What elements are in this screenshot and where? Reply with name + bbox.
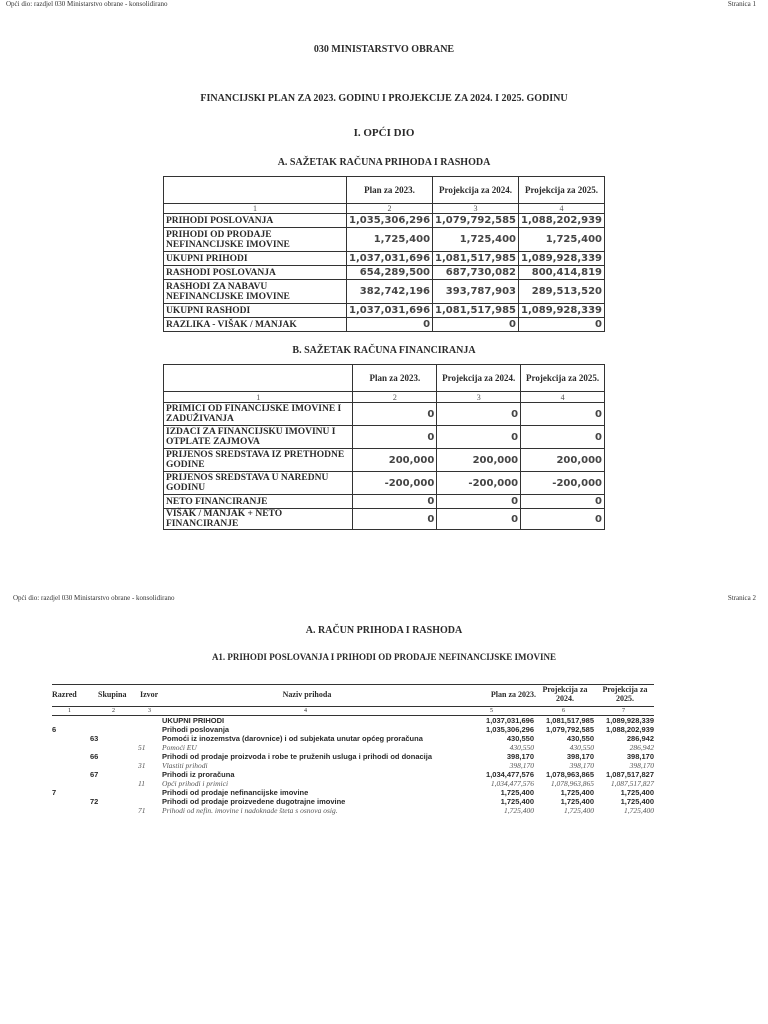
value-plan: 1,037,031,696 <box>347 252 433 266</box>
cell-skupina: 66 <box>90 752 99 761</box>
col-header-izvor: Izvor <box>140 690 159 699</box>
cell-v2: 1,088,202,939 <box>606 725 654 734</box>
empty-header-cell <box>164 177 347 204</box>
cell-v1: 398,170 <box>566 752 594 761</box>
plan-title: FINANCIJSKI PLAN ZA 2023. GODINU I PROJEKCIJE ZA 2024. I 2025. GODINU <box>200 93 568 104</box>
cell-v1: 1,725,400 <box>560 797 594 806</box>
col-index: 2 <box>112 708 115 714</box>
value-proj2024: 0 <box>437 495 521 509</box>
row-label: VIŠAK / MANJAK + NETO FINANCIRANJE <box>164 509 353 530</box>
cell-izvor: 71 <box>138 806 146 815</box>
value-proj2025: 0 <box>521 426 605 449</box>
table-row <box>52 752 656 761</box>
col-index: 5 <box>490 708 493 714</box>
col-index: 4 <box>521 392 605 403</box>
row-label: NETO FINANCIRANJE <box>164 495 353 509</box>
cell-naziv: Prihodi od prodaje proizvoda i robe te pruženih usluga i prihodi od donacija <box>162 752 433 761</box>
cell-v2: 1,725,400 <box>620 788 654 797</box>
table-a-title: A. SAŽETAK RAČUNA PRIHODA I RASHODA <box>277 157 491 168</box>
table-row <box>164 449 605 472</box>
col-header-plan: Plan za 2023. <box>347 177 433 204</box>
cell-naziv: Prihodi iz proračuna <box>162 770 235 779</box>
row-label: PRIJENOS SREDSTAVA IZ PRETHODNE GODINE <box>164 449 353 472</box>
table-row <box>164 472 605 495</box>
cell-v0: 1,725,400 <box>500 797 534 806</box>
cell-naziv: Prihodi poslovanja <box>162 725 230 734</box>
row-label: RAZLIKA - VIŠAK / MANJAK <box>164 318 347 332</box>
col-index: 2 <box>347 204 433 214</box>
cell-izvor: 11 <box>138 779 145 788</box>
cell-v0: 1,034,477,576 <box>490 779 534 788</box>
cell-naziv: Vlastiti prihodi <box>162 761 208 770</box>
value-proj2025: 289,513,520 <box>519 280 605 304</box>
col-header-proj2024: Projekcija za 2024. <box>542 685 588 703</box>
cell-v1: 430,550 <box>566 734 594 743</box>
cell-v2: 286,942 <box>629 743 654 752</box>
page1-header-left: Opći dio: razdjel 030 Ministarstvo obrane - konsolidirano <box>6 0 168 8</box>
col-header-proj2025: Projekcija za 2025. <box>519 177 605 204</box>
income-account-title: A. RAČUN PRIHODA I RASHODA <box>305 625 463 636</box>
income-detail-table <box>52 684 656 826</box>
col-index: 1 <box>164 204 347 214</box>
cell-v1: 430,550 <box>569 743 594 752</box>
value-proj2024: 687,730,082 <box>433 266 519 280</box>
cell-v0: 398,170 <box>509 761 534 770</box>
col-header-skupina: Skupina <box>98 690 127 699</box>
cell-v1: 1,079,792,585 <box>546 725 594 734</box>
cell-v0: 1,034,477,576 <box>486 770 534 779</box>
value-plan: 1,037,031,696 <box>347 304 433 318</box>
table-row <box>52 743 656 752</box>
cell-v0: 1,035,306,296 <box>486 725 534 734</box>
value-proj2025: 0 <box>519 318 605 332</box>
row-label: RASHODI ZA NABAVU NEFINANCIJSKE IMOVINE <box>164 280 347 304</box>
value-plan: 0 <box>347 318 433 332</box>
cell-izvor: 31 <box>138 761 146 770</box>
col-index: 2 <box>353 392 437 403</box>
col-index: 1 <box>68 708 71 714</box>
page2-header-right: Stranica 2 <box>727 594 756 602</box>
row-label: RASHODI POSLOVANJA <box>164 266 347 280</box>
col-index: 4 <box>519 204 605 214</box>
value-plan: 0 <box>353 403 437 426</box>
cell-v2: 1,089,928,339 <box>606 716 654 725</box>
page1-header-right: Stranica 1 <box>727 0 756 8</box>
row-label: PRIHODI OD PRODAJE NEFINANCIJSKE IMOVINE <box>164 228 347 252</box>
value-proj2024: 393,787,903 <box>433 280 519 304</box>
col-index: 7 <box>622 708 625 714</box>
cell-v2: 1,087,517,827 <box>610 779 654 788</box>
value-plan: 0 <box>353 495 437 509</box>
value-proj2025: 0 <box>521 403 605 426</box>
value-proj2025: 1,089,928,339 <box>519 304 605 318</box>
value-plan: 0 <box>353 509 437 530</box>
cell-naziv: Opći prihodi i primici <box>162 779 229 788</box>
row-label: UKUPNI PRIHODI <box>164 252 347 266</box>
cell-v0: 1,037,031,696 <box>486 716 534 725</box>
cell-v2: 398,170 <box>626 752 654 761</box>
cell-skupina: 67 <box>90 770 99 779</box>
page2-header-left: Opći dio: razdjel 030 Ministarstvo obrane - konsolidirano <box>13 594 175 602</box>
col-header-proj2025: Projekcija za 2025. <box>602 685 648 703</box>
row-label: UKUPNI RASHODI <box>164 304 347 318</box>
cell-v1: 1,078,963,865 <box>546 770 594 779</box>
row-label: PRIMICI OD FINANCIJSKE IMOVINE I ZADUŽIVANJA <box>164 403 353 426</box>
table-row <box>52 725 656 734</box>
section-title: I. OPĆI DIO <box>353 127 415 139</box>
value-proj2025: 0 <box>521 509 605 530</box>
value-proj2024: 1,725,400 <box>433 228 519 252</box>
cell-naziv: Prihodi od nefin. imovine i nadoknade šteta s osnova osig. <box>162 806 338 815</box>
empty-header-cell <box>164 365 353 392</box>
cell-v1: 398,170 <box>569 761 594 770</box>
value-plan: 200,000 <box>353 449 437 472</box>
value-proj2024: 200,000 <box>437 449 521 472</box>
table-row <box>164 304 605 318</box>
row-label: PRIJENOS SREDSTAVA U NAREDNU GODINU <box>164 472 353 495</box>
table-row <box>164 214 605 228</box>
col-header-naziv: Naziv prihoda <box>282 690 332 699</box>
value-proj2025: 0 <box>521 495 605 509</box>
value-plan: 1,035,306,296 <box>347 214 433 228</box>
value-plan: 0 <box>353 426 437 449</box>
col-index: 3 <box>437 392 521 403</box>
value-proj2025: 1,725,400 <box>519 228 605 252</box>
col-header-razred: Razred <box>52 690 77 699</box>
value-proj2025: 800,414,819 <box>519 266 605 280</box>
table-row <box>52 788 656 797</box>
value-proj2024: 0 <box>437 403 521 426</box>
col-header-proj2025: Projekcija za 2025. <box>521 365 605 392</box>
cell-v2: 398,170 <box>629 761 654 770</box>
value-proj2024: -200,000 <box>437 472 521 495</box>
table-row <box>164 228 605 252</box>
value-proj2024: 0 <box>433 318 519 332</box>
value-proj2025: 1,088,202,939 <box>519 214 605 228</box>
table-row <box>52 761 656 770</box>
table-row <box>164 403 605 426</box>
cell-naziv: UKUPNI PRIHODI <box>162 716 225 725</box>
income-account-subtitle: A1. PRIHODI POSLOVANJA I PRIHODI OD PRODAJE NEFINANCIJSKE IMOVINE <box>211 652 557 662</box>
ministry-title: 030 MINISTARSTVO OBRANE <box>313 44 455 55</box>
cell-v1: 1,725,400 <box>560 788 594 797</box>
value-proj2024: 1,081,517,985 <box>433 304 519 318</box>
summary-financing-table <box>163 364 605 530</box>
cell-naziv: Prihodi od prodaje proizvedene dugotrajne imovine <box>162 797 346 806</box>
cell-razred: 6 <box>52 725 57 734</box>
value-plan: 654,289,500 <box>347 266 433 280</box>
value-plan: 382,742,196 <box>347 280 433 304</box>
col-index: 3 <box>433 204 519 214</box>
cell-v1: 1,078,963,865 <box>550 779 594 788</box>
col-header-proj2024: Projekcija za 2024. <box>433 177 519 204</box>
cell-v0: 430,550 <box>506 734 534 743</box>
value-plan: 1,725,400 <box>347 228 433 252</box>
cell-v0: 1,725,400 <box>500 788 534 797</box>
value-proj2025: 1,089,928,339 <box>519 252 605 266</box>
table-b-title: B. SAŽETAK RAČUNA FINANCIRANJA <box>292 345 476 356</box>
table-row <box>52 779 656 788</box>
cell-v1: 1,725,400 <box>564 806 594 815</box>
table-row <box>52 797 656 806</box>
cell-v0: 430,550 <box>509 743 534 752</box>
table-row <box>52 716 656 725</box>
cell-v0: 398,170 <box>506 752 534 761</box>
value-proj2024: 1,081,517,985 <box>433 252 519 266</box>
cell-izvor: 51 <box>138 743 146 752</box>
value-proj2025: 200,000 <box>521 449 605 472</box>
cell-naziv: Prihodi od prodaje nefinancijske imovine <box>162 788 309 797</box>
summary-income-expense-table <box>163 176 605 332</box>
table-row <box>164 252 605 266</box>
row-label: PRIHODI POSLOVANJA <box>164 214 347 228</box>
table-row <box>52 734 656 743</box>
cell-naziv: Pomoći EU <box>162 743 197 752</box>
table-row <box>164 426 605 449</box>
cell-v1: 1,081,517,985 <box>546 716 594 725</box>
cell-v2: 286,942 <box>626 734 654 743</box>
cell-skupina: 63 <box>90 734 99 743</box>
cell-v2: 1,725,400 <box>624 806 654 815</box>
table-row <box>52 770 656 779</box>
cell-v2: 1,087,517,827 <box>606 770 654 779</box>
table-row <box>52 806 656 815</box>
cell-razred: 7 <box>52 788 57 797</box>
value-proj2025: -200,000 <box>521 472 605 495</box>
col-index: 3 <box>148 708 151 714</box>
col-index: 1 <box>164 392 353 403</box>
cell-v2: 1,725,400 <box>620 797 654 806</box>
table-row <box>164 280 605 304</box>
table-row <box>164 318 605 332</box>
row-label: IZDACI ZA FINANCIJSKU IMOVINU I OTPLATE ZAJMOVA <box>164 426 353 449</box>
cell-v0: 1,725,400 <box>504 806 534 815</box>
value-proj2024: 0 <box>437 509 521 530</box>
table-row <box>164 495 605 509</box>
cell-naziv: Pomoći iz inozemstva (darovnice) i od subjekata unutar općeg proračuna <box>162 734 423 743</box>
value-proj2024: 1,079,792,585 <box>433 214 519 228</box>
value-proj2024: 0 <box>437 426 521 449</box>
col-header-plan: Plan za 2023. <box>353 365 437 392</box>
cell-skupina: 72 <box>90 797 99 806</box>
table-row <box>164 266 605 280</box>
col-header-plan: Plan za 2023. <box>490 690 536 699</box>
col-index: 4 <box>304 708 307 714</box>
col-header-proj2024: Projekcija za 2024. <box>437 365 521 392</box>
value-plan: -200,000 <box>353 472 437 495</box>
col-index: 6 <box>562 708 565 714</box>
table-row <box>164 509 605 530</box>
